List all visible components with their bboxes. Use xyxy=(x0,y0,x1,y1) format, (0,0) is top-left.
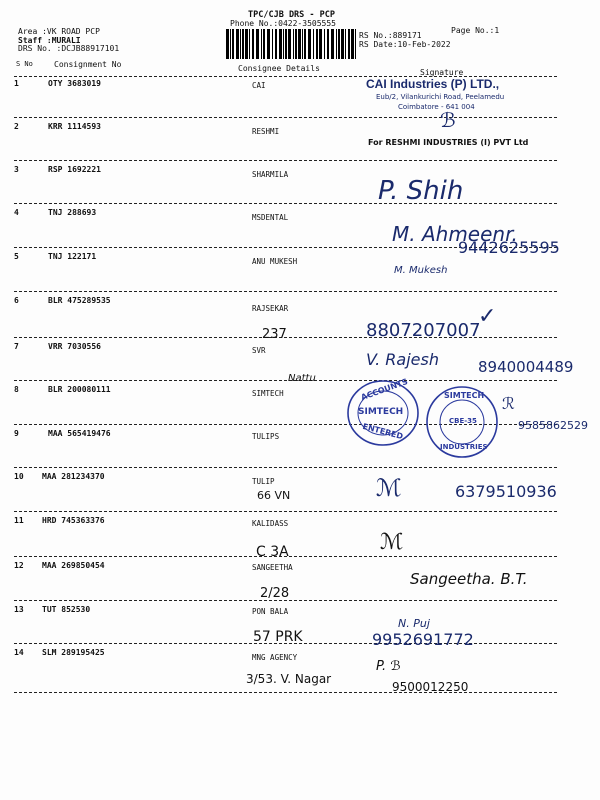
row-serial-number: 1 xyxy=(14,79,19,88)
barcode-bar xyxy=(302,29,303,59)
barcode-bar xyxy=(298,29,301,59)
signature-row1: ℬ xyxy=(440,108,456,132)
col-header-sno: S No xyxy=(16,60,33,68)
accounts-stamp-text-bottom: ENTERED xyxy=(361,421,404,442)
row-consignment-number: SLM 289195425 xyxy=(42,648,105,657)
row-consignment-number: KRR 1114593 xyxy=(48,122,101,131)
row-consignee: SHARMILA xyxy=(252,170,289,179)
barcode-bar xyxy=(242,29,244,59)
signature-row14: P. ℬ xyxy=(376,659,401,674)
row-divider xyxy=(14,380,557,381)
row-serial-number: 10 xyxy=(14,472,24,481)
barcode-bar xyxy=(304,29,306,59)
drs-number: DRS No. :DCJB88917101 xyxy=(18,44,120,53)
row-consignee: KALIDASS xyxy=(252,519,289,528)
row-serial-number: 9 xyxy=(14,429,19,438)
note-row11: C 3A xyxy=(256,544,289,560)
col-header-consignment: Consignment No xyxy=(54,60,122,69)
col-header-consignee: Consignee Details xyxy=(238,64,320,73)
simtech-stamp-text-center: CBE-35 xyxy=(449,417,477,425)
row-divider xyxy=(14,692,557,693)
row-divider xyxy=(14,117,557,118)
note-row14: 3/53. V. Nagar xyxy=(246,672,332,686)
row-consignment-number: MAA 565419476 xyxy=(48,429,111,438)
stamp-cai-name: CAI Industries (P) LTD., xyxy=(366,77,500,91)
barcode-bar xyxy=(308,29,311,59)
barcode-bar xyxy=(348,29,350,59)
row-consignee: SVR xyxy=(252,346,266,355)
barcode-bar xyxy=(245,29,248,59)
row-consignee: PON BALA xyxy=(252,607,289,616)
row-consignment-number: OTY 3683019 xyxy=(48,79,101,88)
phone-row4: 9442625595 xyxy=(458,238,560,257)
row-consignment-number: MAA 269850454 xyxy=(42,561,105,570)
rs-date: RS Date:10-Feb-2022 xyxy=(359,40,451,49)
row-divider xyxy=(14,160,557,161)
barcode-bar xyxy=(295,29,297,59)
row-serial-number: 14 xyxy=(14,648,24,657)
phone-row7: 8940004489 xyxy=(478,358,574,376)
barcode-bar xyxy=(319,29,322,59)
barcode-bar xyxy=(261,29,262,59)
document-title: TPC/CJB DRS - PCP xyxy=(248,10,335,20)
row-divider xyxy=(14,203,557,204)
signature-row3: P. Shih xyxy=(378,176,464,206)
col-header-signature: Signature xyxy=(420,68,464,77)
barcode-bar xyxy=(285,29,287,59)
signature-row4: M. Ahmeenr. xyxy=(392,222,518,246)
barcode-bar xyxy=(324,29,325,59)
note-row6: 237 xyxy=(262,327,287,342)
row-consignment-number: MAA 281234370 xyxy=(42,472,105,481)
row-divider xyxy=(14,467,557,468)
row-consignee: TULIP xyxy=(252,477,275,486)
row-consignee: MNG AGENCY xyxy=(252,653,298,662)
signature-row7: V. Rajesh xyxy=(366,350,439,369)
barcode-bar xyxy=(240,29,241,59)
signature-row10: ℳ xyxy=(376,474,402,502)
barcode-bar xyxy=(252,29,254,59)
barcode-bar xyxy=(249,29,250,59)
row-consignment-number: BLR 200080111 xyxy=(48,385,111,394)
page-number: Page No.:1 xyxy=(451,26,500,35)
row-serial-number: 11 xyxy=(14,516,24,525)
row-consignee: TULIPS xyxy=(252,432,280,441)
signature-row13: N. Puj xyxy=(398,617,430,630)
phone-row10: 6379510936 xyxy=(455,482,557,501)
row-consignment-number: RSP 1692221 xyxy=(48,165,101,174)
signature-row12: Sangeetha. B.T. xyxy=(410,570,528,588)
row-serial-number: 8 xyxy=(14,385,19,394)
signature-row8: ℛ xyxy=(502,394,515,413)
barcode-bar xyxy=(327,29,329,59)
accounts-stamp-text-top: ACCOUNTS xyxy=(359,376,410,403)
barcode-bar xyxy=(351,29,354,59)
barcode-bar xyxy=(279,29,282,59)
row-serial-number: 5 xyxy=(14,252,19,261)
row-consignee: SIMTECH xyxy=(252,389,284,398)
phone-row6: 8807207007 xyxy=(366,320,481,341)
barcode-bar xyxy=(288,29,291,59)
barcode-bar xyxy=(345,29,346,59)
barcode-bar xyxy=(275,29,277,59)
barcode-bar xyxy=(336,29,337,59)
barcode-bar xyxy=(341,29,344,59)
barcode-bar xyxy=(331,29,334,59)
row-consignment-number: HRD 745363376 xyxy=(42,516,105,525)
staff-label: Staff :MURALI xyxy=(18,36,81,45)
barcode-bar xyxy=(230,29,231,59)
stamp-cai-city: Coimbatore - 641 004 xyxy=(398,103,475,111)
row-consignee: RAJSEKAR xyxy=(252,304,289,313)
signature-row11: ℳ xyxy=(380,530,404,555)
stamp-cai-address: Eub/2, Vilankurichi Road, Peelamedu xyxy=(376,93,505,101)
signature-row6: ✓ xyxy=(478,304,497,329)
barcode-bar xyxy=(226,29,229,59)
row-consignee: ANU MUKESH xyxy=(252,257,298,266)
phone-row8: 9585862529 xyxy=(518,419,588,432)
note-row10: 66 VN xyxy=(257,489,291,502)
row-serial-number: 2 xyxy=(14,122,19,131)
phone-row14: 9500012250 xyxy=(392,680,469,694)
row-consignment-number: TNJ 122171 xyxy=(48,252,97,261)
barcode-bar xyxy=(316,29,318,59)
row-serial-number: 4 xyxy=(14,208,19,217)
row-consignee: CAI xyxy=(252,81,266,90)
row-consignee: SANGEETHA xyxy=(252,563,293,572)
simtech-stamp-text-bottom: INDUSTRIES xyxy=(440,443,488,451)
phone-number: Phone No.:0422-3505555 xyxy=(230,19,336,28)
row-consignment-number: BLR 475289535 xyxy=(48,296,111,305)
row-serial-number: 12 xyxy=(14,561,24,570)
barcode-bar xyxy=(256,29,259,59)
row-consignment-number: TUT 852530 xyxy=(42,605,91,614)
row-serial-number: 13 xyxy=(14,605,24,614)
stamp-reshmi: For RESHMI INDUSTRIES (I) PVT Ltd xyxy=(368,138,529,147)
signature-row5: M. Mukesh xyxy=(394,265,448,276)
barcode-bar xyxy=(263,29,265,59)
note-row7: Nattu xyxy=(288,373,316,384)
row-serial-number: 3 xyxy=(14,165,19,174)
row-divider xyxy=(14,291,557,292)
note-row13: 57 PRK xyxy=(253,629,303,645)
barcode xyxy=(226,29,358,59)
rs-number: RS No.:889171 xyxy=(359,31,422,40)
row-consignment-number: VRR 7030556 xyxy=(48,342,101,351)
row-consignment-number: TNJ 288693 xyxy=(48,208,97,217)
accounts-stamp-text-mid: SIMTECH xyxy=(358,407,404,417)
barcode-bar xyxy=(313,29,314,59)
simtech-stamp-text-top: SIMTECH xyxy=(444,391,485,400)
note-row12: 2/28 xyxy=(260,586,290,601)
row-divider xyxy=(14,511,557,512)
phone-row13: 9952691772 xyxy=(372,630,474,649)
barcode-bar xyxy=(236,29,239,59)
row-serial-number: 7 xyxy=(14,342,19,351)
barcode-bar xyxy=(272,29,273,59)
barcode-bar xyxy=(232,29,234,59)
row-serial-number: 6 xyxy=(14,296,19,305)
barcode-bar xyxy=(293,29,294,59)
barcode-bar xyxy=(283,29,284,59)
barcode-bar xyxy=(338,29,340,59)
row-consignee: MSDENTAL xyxy=(252,213,289,222)
area-label: Area :VK ROAD PCP xyxy=(18,27,100,36)
row-consignee: RESHMI xyxy=(252,127,280,136)
barcode-bar xyxy=(267,29,270,59)
barcode-bar xyxy=(355,29,356,59)
